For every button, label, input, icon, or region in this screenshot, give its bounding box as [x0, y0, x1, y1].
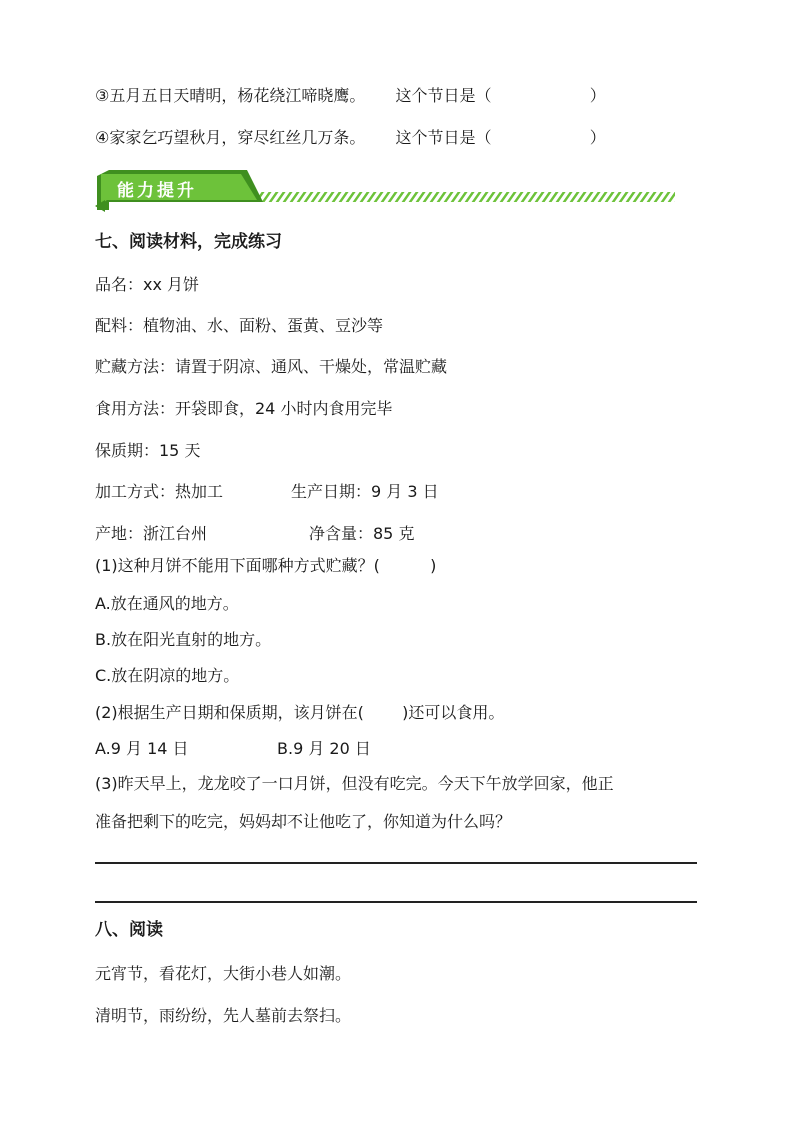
info-origin: 产地：浙江台州 [95, 524, 208, 543]
section7-title: 七、阅读材料，完成练习 [95, 232, 282, 252]
q2 [95, 703, 504, 723]
q2-option-a: A.9 月 14 日 [95, 739, 189, 758]
banner-hatch-strip [245, 192, 675, 202]
q2-option-b: B.9 月 20 日 [277, 739, 371, 758]
section8-line1: 元宵节，看花灯，大街小巷人如潮。 [95, 964, 352, 983]
info-name: 品名：xx 月饼 [95, 275, 200, 294]
q2-close: )还可以食用。 [402, 703, 505, 722]
section8-title: 八、阅读 [95, 920, 163, 940]
poem-3: ③五月五日天晴明，杨花绕江啼晓鹰。 [95, 86, 366, 105]
section8-line2: 清明节，雨纷纷，先人墓前去祭扫。 [95, 1006, 352, 1025]
section-banner [95, 170, 675, 212]
info-ingredients: 配料：植物油、水、面粉、蛋黄、豆沙等 [95, 316, 384, 335]
info-storage: 贮藏方法：请置于阴凉、通风、干燥处，常温贮藏 [95, 357, 448, 376]
q1-option-c: C.放在阴凉的地方。 [95, 666, 240, 685]
info-usage: 食用方法：开袋即食，24 小时内食用完毕 [95, 399, 393, 418]
prompt-3: 这个节日是（ [395, 86, 492, 105]
q3-line2: 准备把剩下的吃完，妈妈却不让他吃了，你知道为什么吗？ [95, 812, 512, 831]
poem-4: ④家家乞巧望秋月，穿尽红丝几万条。 [95, 128, 366, 147]
q1-option-b: B.放在阳光直射的地方。 [95, 630, 272, 649]
q2-text: (2)根据生产日期和保质期，该月饼在( [95, 703, 364, 722]
close-3: ） [589, 86, 606, 105]
question-4 [95, 128, 606, 148]
question-3 [95, 86, 606, 106]
prompt-4: 这个节日是（ [395, 128, 492, 147]
info-weight: 净含量：85 克 [309, 524, 415, 543]
info-process-row [95, 482, 439, 502]
q3-line1: (3)昨天早上，龙龙咬了一口月饼，但没有吃完。今天下午放学回家，他正 [95, 774, 614, 793]
info-shelf-life: 保质期：15 天 [95, 441, 201, 460]
q1 [95, 556, 436, 576]
info-date: 生产日期：9 月 3 日 [291, 482, 439, 501]
answer-line-1[interactable] [95, 862, 697, 864]
info-process: 加工方式：热加工 [95, 482, 224, 501]
q1-close: ) [430, 556, 437, 575]
q1-option-a: A.放在通风的地方。 [95, 594, 239, 613]
q2-options-row [95, 739, 371, 759]
info-origin-row [95, 524, 415, 544]
banner-label: 能力提升 [117, 181, 197, 201]
q1-text: (1)这种月饼不能用下面哪种方式贮藏？( [95, 556, 380, 575]
close-4: ） [589, 128, 606, 147]
answer-line-2[interactable] [95, 901, 697, 903]
